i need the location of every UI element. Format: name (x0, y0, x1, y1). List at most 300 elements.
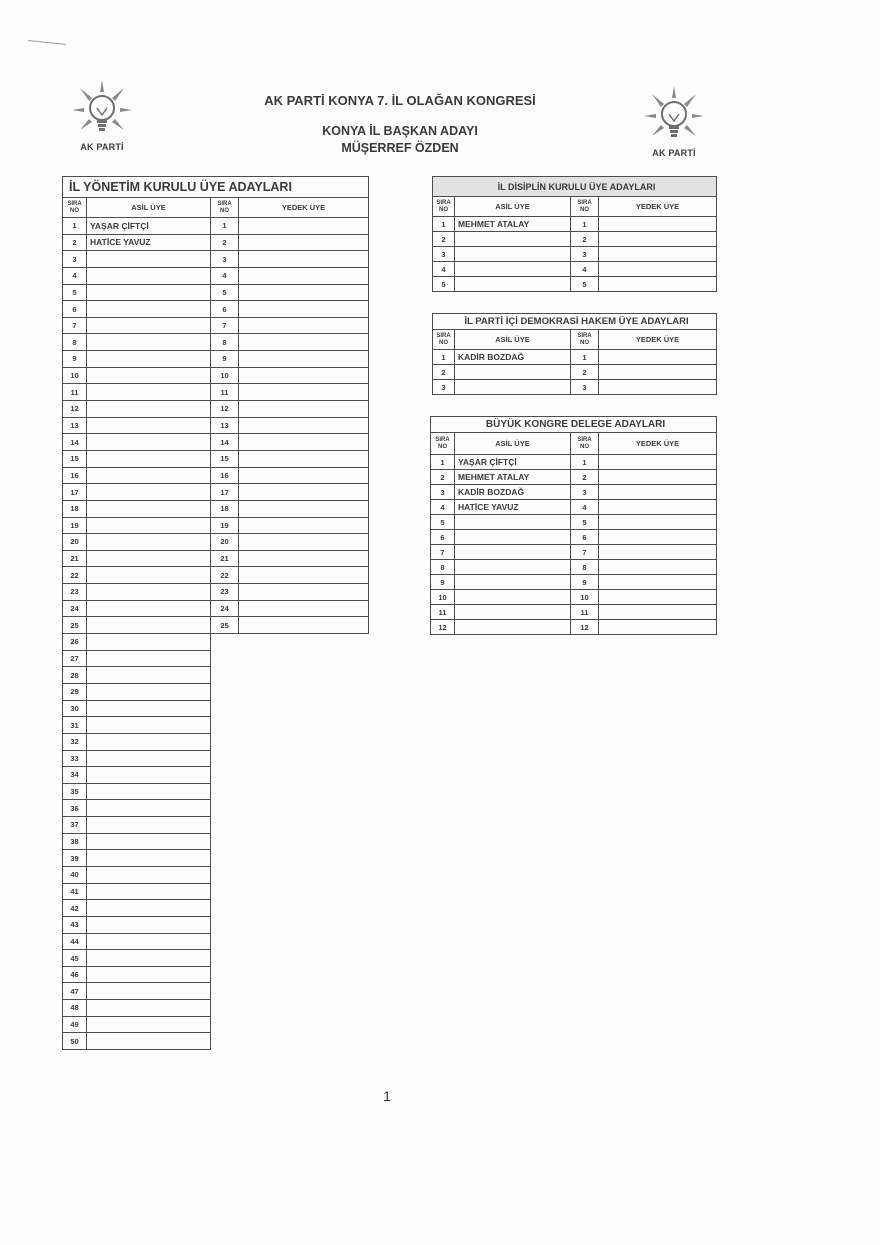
yedek-uye-cell (599, 500, 717, 515)
yedek-uye-cell (239, 467, 369, 484)
table-row (63, 866, 369, 883)
yedek-uye-cell (599, 380, 717, 395)
yedek-uye-cell (599, 515, 717, 530)
yedek-uye-cell (239, 600, 369, 617)
table-row (63, 634, 369, 651)
empty-cell (239, 1016, 369, 1033)
empty-cell (211, 733, 239, 750)
empty-cell (211, 916, 239, 933)
asil-uye-cell (455, 560, 571, 575)
congress-title: AK PARTİ KONYA 7. İL OLAĞAN KONGRESİ (264, 93, 536, 108)
asil-uye-cell (87, 401, 211, 418)
column-header-row (431, 433, 717, 455)
yedek-row-number: 1 (571, 217, 599, 232)
row-number: 4 (431, 500, 455, 515)
asil-uye-cell (87, 1033, 211, 1050)
asil-uye-cell (87, 567, 211, 584)
row-number: 35 (63, 783, 87, 800)
empty-cell (211, 983, 239, 1000)
table-row (431, 455, 717, 470)
row-number: 9 (431, 575, 455, 590)
table-row (63, 950, 369, 967)
yedek-row-number: 19 (211, 517, 239, 534)
row-number: 28 (63, 667, 87, 684)
empty-cell (239, 883, 369, 900)
yedek-row-number: 3 (571, 380, 599, 395)
yedek-row-number: 2 (211, 234, 239, 251)
row-number: 1 (431, 455, 455, 470)
table-row (63, 617, 369, 634)
empty-cell (239, 966, 369, 983)
asil-uye-cell (87, 683, 211, 700)
row-number: 41 (63, 883, 87, 900)
hakem-table (432, 313, 717, 395)
yedek-row-number: 9 (211, 351, 239, 368)
table-row (63, 850, 369, 867)
yonetim-kurulu-table (62, 176, 369, 1050)
yedek-uye-cell (599, 590, 717, 605)
row-number: 15 (63, 450, 87, 467)
asil-uye-cell (87, 351, 211, 368)
yedek-uye-cell (599, 545, 717, 560)
asil-uye-cell: YAŞAR ÇİFTÇİ (455, 455, 571, 470)
table-row (63, 334, 369, 351)
table-row (433, 217, 717, 232)
yedek-uye-cell (239, 434, 369, 451)
yedek-uye-cell (239, 484, 369, 501)
row-number: 3 (63, 251, 87, 268)
row-number: 47 (63, 983, 87, 1000)
yedek-uye-cell (239, 450, 369, 467)
table-row (431, 620, 717, 635)
row-number: 6 (63, 301, 87, 318)
empty-cell (211, 634, 239, 651)
asil-uye-cell (87, 251, 211, 268)
row-number: 33 (63, 750, 87, 767)
table-row (63, 317, 369, 334)
yedek-uye-cell (239, 267, 369, 284)
empty-cell (211, 1000, 239, 1017)
row-number: 49 (63, 1016, 87, 1033)
yedek-row-number: 1 (571, 350, 599, 365)
asil-uye-cell (87, 301, 211, 318)
asil-uye-cell (87, 650, 211, 667)
asil-uye-cell (87, 883, 211, 900)
no-label: NO (580, 443, 589, 450)
yedek-row-number: 25 (211, 617, 239, 634)
yedek-row-number: 2 (571, 232, 599, 247)
empty-cell (211, 650, 239, 667)
page-number: 1 (383, 1088, 391, 1104)
yedek-row-number: 5 (211, 284, 239, 301)
yedek-row-number: 4 (571, 500, 599, 515)
yedek-row-number: 21 (211, 550, 239, 567)
yedek-row-number: 8 (571, 560, 599, 575)
yedek-uye-cell (239, 584, 369, 601)
yedek-row-number: 12 (211, 401, 239, 418)
row-number: 36 (63, 800, 87, 817)
asil-uye-cell (87, 1016, 211, 1033)
candidate-heading (200, 123, 600, 157)
empty-cell (239, 850, 369, 867)
asil-uye-cell (87, 284, 211, 301)
asil-uye-cell (455, 380, 571, 395)
table-row (63, 550, 369, 567)
table-title: İL PARTİ İÇİ DEMOKRASİ HAKEM ÜYE ADAYLARI (433, 314, 717, 330)
empty-cell (211, 767, 239, 784)
asil-uye-cell: KADİR BOZDAĞ (455, 485, 571, 500)
empty-cell (211, 850, 239, 867)
table-row (63, 783, 369, 800)
row-number: 46 (63, 966, 87, 983)
sira-label: SIRA (435, 436, 450, 443)
yedek-row-number: 10 (211, 367, 239, 384)
yedek-row-number: 5 (571, 277, 599, 292)
table-row (63, 833, 369, 850)
asil-uye-cell: MEHMET ATALAY (455, 470, 571, 485)
sira-no-header (571, 330, 599, 350)
row-number: 37 (63, 817, 87, 834)
table-row (431, 575, 717, 590)
table-row (63, 667, 369, 684)
yedek-row-number: 6 (211, 301, 239, 318)
lightbulb-logo-icon (642, 84, 706, 148)
row-number: 32 (63, 733, 87, 750)
table-row (431, 545, 717, 560)
yedek-uye-cell (599, 605, 717, 620)
asil-uye-cell (455, 530, 571, 545)
row-number: 34 (63, 767, 87, 784)
empty-cell (211, 966, 239, 983)
empty-cell (211, 900, 239, 917)
yedek-row-number: 16 (211, 467, 239, 484)
empty-cell (239, 650, 369, 667)
row-number: 25 (63, 617, 87, 634)
asil-uye-header: ASİL ÜYE (455, 197, 571, 217)
row-number: 24 (63, 600, 87, 617)
table-row (433, 350, 717, 365)
empty-cell (211, 683, 239, 700)
yedek-row-number: 15 (211, 450, 239, 467)
sira-no-header (571, 433, 599, 455)
empty-cell (239, 800, 369, 817)
column-header-row (63, 198, 369, 218)
asil-uye-cell (87, 617, 211, 634)
row-number: 14 (63, 434, 87, 451)
asil-uye-header: ASİL ÜYE (455, 330, 571, 350)
yedek-uye-cell (239, 384, 369, 401)
yedek-row-number: 3 (571, 485, 599, 500)
row-number: 7 (431, 545, 455, 560)
table-row (431, 515, 717, 530)
empty-cell (239, 866, 369, 883)
asil-uye-cell (87, 933, 211, 950)
asil-uye-cell (455, 365, 571, 380)
asil-uye-header: ASİL ÜYE (455, 433, 571, 455)
row-number: 38 (63, 833, 87, 850)
table-row (433, 277, 717, 292)
empty-cell (239, 950, 369, 967)
row-number: 6 (431, 530, 455, 545)
asil-uye-cell (87, 717, 211, 734)
table-row (63, 900, 369, 917)
row-number: 2 (63, 234, 87, 251)
no-label: NO (580, 206, 589, 213)
yedek-row-number: 8 (211, 334, 239, 351)
yedek-uye-cell (239, 401, 369, 418)
yedek-row-number: 2 (571, 470, 599, 485)
asil-uye-cell (87, 700, 211, 717)
empty-cell (211, 883, 239, 900)
empty-cell (239, 733, 369, 750)
logo-label-left: AK PARTİ (80, 142, 124, 152)
yedek-row-number: 13 (211, 417, 239, 434)
table-row (63, 1000, 369, 1017)
sira-no-header (63, 198, 87, 218)
table-row (63, 267, 369, 284)
empty-cell (239, 683, 369, 700)
asil-uye-cell (455, 515, 571, 530)
table-row (431, 485, 717, 500)
table-row (431, 500, 717, 515)
row-number: 29 (63, 683, 87, 700)
row-number: 43 (63, 916, 87, 933)
row-number: 17 (63, 484, 87, 501)
row-number: 42 (63, 900, 87, 917)
lightbulb-logo-icon (70, 78, 134, 142)
table-row (433, 262, 717, 277)
row-number: 1 (63, 218, 87, 235)
yedek-uye-cell (239, 351, 369, 368)
empty-cell (239, 1000, 369, 1017)
yedek-uye-cell (599, 530, 717, 545)
empty-cell (239, 916, 369, 933)
asil-uye-cell (455, 262, 571, 277)
sira-label: SIRA (577, 436, 592, 443)
column-header-row (433, 330, 717, 350)
table-row (63, 916, 369, 933)
asil-uye-cell (87, 467, 211, 484)
row-number: 10 (63, 367, 87, 384)
yedek-uye-cell (239, 301, 369, 318)
sira-no-header (433, 197, 455, 217)
table-title: BÜYÜK KONGRE DELEGE ADAYLARI (431, 417, 717, 433)
row-number: 27 (63, 650, 87, 667)
table-row (433, 365, 717, 380)
row-number: 2 (431, 470, 455, 485)
ak-parti-logo-left (62, 78, 142, 152)
no-label: NO (438, 443, 447, 450)
row-number: 22 (63, 567, 87, 584)
table-row (63, 800, 369, 817)
yedek-uye-cell (239, 534, 369, 551)
yedek-row-number: 17 (211, 484, 239, 501)
table-title: İL DİSİPLİN KURULU ÜYE ADAYLARI (433, 177, 717, 197)
asil-uye-cell (455, 545, 571, 560)
candidate-role: KONYA İL BAŞKAN ADAYI (322, 124, 478, 138)
sira-no-header (433, 330, 455, 350)
asil-uye-cell (87, 783, 211, 800)
yedek-uye-cell (239, 251, 369, 268)
asil-uye-cell: HATİCE YAVUZ (455, 500, 571, 515)
row-number: 1 (433, 217, 455, 232)
empty-cell (239, 833, 369, 850)
yedek-row-number: 12 (571, 620, 599, 635)
yedek-uye-cell (239, 617, 369, 634)
yedek-uye-cell (239, 367, 369, 384)
row-number: 39 (63, 850, 87, 867)
table-row (63, 218, 369, 235)
sira-label: SIRA (67, 200, 82, 207)
asil-uye-cell (87, 800, 211, 817)
asil-uye-cell (87, 534, 211, 551)
asil-uye-cell: MEHMET ATALAY (455, 217, 571, 232)
table-row (63, 767, 369, 784)
table-row (63, 467, 369, 484)
row-number: 3 (431, 485, 455, 500)
asil-uye-cell (87, 417, 211, 434)
yedek-row-number: 3 (571, 247, 599, 262)
column-header-row (433, 197, 717, 217)
yedek-row-number: 1 (571, 455, 599, 470)
asil-uye-cell (87, 833, 211, 850)
empty-cell (211, 783, 239, 800)
candidate-name: MÜŞERREF ÖZDEN (341, 141, 459, 155)
row-number: 5 (431, 515, 455, 530)
asil-uye-cell (455, 605, 571, 620)
no-label: NO (580, 339, 589, 346)
asil-uye-cell (87, 733, 211, 750)
asil-uye-cell (87, 667, 211, 684)
row-number: 5 (433, 277, 455, 292)
row-number: 3 (433, 380, 455, 395)
yedek-uye-cell (239, 567, 369, 584)
row-number: 4 (433, 262, 455, 277)
asil-uye-cell (87, 550, 211, 567)
asil-uye-cell (87, 916, 211, 933)
yedek-uye-header: YEDEK ÜYE (239, 198, 369, 218)
yedek-uye-cell (599, 560, 717, 575)
empty-cell (239, 700, 369, 717)
sira-no-header (211, 198, 239, 218)
asil-uye-cell (87, 584, 211, 601)
table-row (63, 401, 369, 418)
empty-cell (239, 983, 369, 1000)
yedek-uye-cell (239, 218, 369, 235)
empty-cell (211, 800, 239, 817)
empty-cell (211, 950, 239, 967)
table-row (63, 251, 369, 268)
row-number: 31 (63, 717, 87, 734)
yedek-uye-header: YEDEK ÜYE (599, 433, 717, 455)
yedek-row-number: 9 (571, 575, 599, 590)
empty-cell (239, 933, 369, 950)
row-number: 18 (63, 500, 87, 517)
table-row (63, 584, 369, 601)
asil-uye-cell (87, 334, 211, 351)
empty-cell (239, 634, 369, 651)
no-label: NO (70, 207, 79, 214)
table-row (63, 567, 369, 584)
sira-label: SIRA (436, 199, 451, 206)
row-number: 1 (433, 350, 455, 365)
empty-cell (239, 767, 369, 784)
asil-uye-cell (87, 900, 211, 917)
row-number: 9 (63, 351, 87, 368)
row-number: 40 (63, 866, 87, 883)
yedek-row-number: 7 (211, 317, 239, 334)
asil-uye-cell (87, 966, 211, 983)
asil-uye-cell (87, 634, 211, 651)
table-row (63, 650, 369, 667)
table-row (431, 470, 717, 485)
yedek-uye-cell (599, 365, 717, 380)
row-number: 8 (431, 560, 455, 575)
empty-cell (211, 717, 239, 734)
sira-no-header (431, 433, 455, 455)
asil-uye-cell (87, 500, 211, 517)
table-row (63, 817, 369, 834)
row-number: 20 (63, 534, 87, 551)
row-number: 50 (63, 1033, 87, 1050)
empty-cell (211, 750, 239, 767)
asil-uye-cell (87, 767, 211, 784)
sira-label: SIRA (577, 332, 592, 339)
asil-uye-cell (87, 450, 211, 467)
empty-cell (239, 667, 369, 684)
yedek-uye-cell (599, 470, 717, 485)
asil-uye-cell (87, 950, 211, 967)
yedek-uye-cell (599, 620, 717, 635)
yedek-row-number: 6 (571, 530, 599, 545)
empty-cell (239, 1033, 369, 1050)
yedek-uye-cell (599, 575, 717, 590)
no-label: NO (439, 206, 448, 213)
asil-uye-cell (87, 317, 211, 334)
yedek-uye-cell (599, 232, 717, 247)
sira-no-header (571, 197, 599, 217)
table-row (63, 301, 369, 318)
yedek-uye-cell (239, 500, 369, 517)
table-row (63, 600, 369, 617)
table-row (63, 683, 369, 700)
row-number: 10 (431, 590, 455, 605)
empty-cell (239, 783, 369, 800)
empty-cell (211, 1016, 239, 1033)
table-title: İL YÖNETİM KURULU ÜYE ADAYLARI (63, 177, 369, 198)
table-row (63, 351, 369, 368)
sira-label: SIRA (436, 332, 451, 339)
yedek-row-number: 23 (211, 584, 239, 601)
row-number: 11 (431, 605, 455, 620)
empty-cell (239, 900, 369, 917)
table-row (63, 450, 369, 467)
empty-cell (239, 817, 369, 834)
asil-uye-cell (455, 247, 571, 262)
asil-uye-cell (455, 232, 571, 247)
empty-cell (211, 1033, 239, 1050)
asil-uye-cell (87, 484, 211, 501)
table-row (63, 434, 369, 451)
no-label: NO (220, 207, 229, 214)
table-row (63, 534, 369, 551)
table-row (433, 232, 717, 247)
sira-label: SIRA (217, 200, 232, 207)
yedek-row-number: 2 (571, 365, 599, 380)
yedek-uye-cell (239, 417, 369, 434)
row-number: 23 (63, 584, 87, 601)
yedek-row-number: 3 (211, 251, 239, 268)
